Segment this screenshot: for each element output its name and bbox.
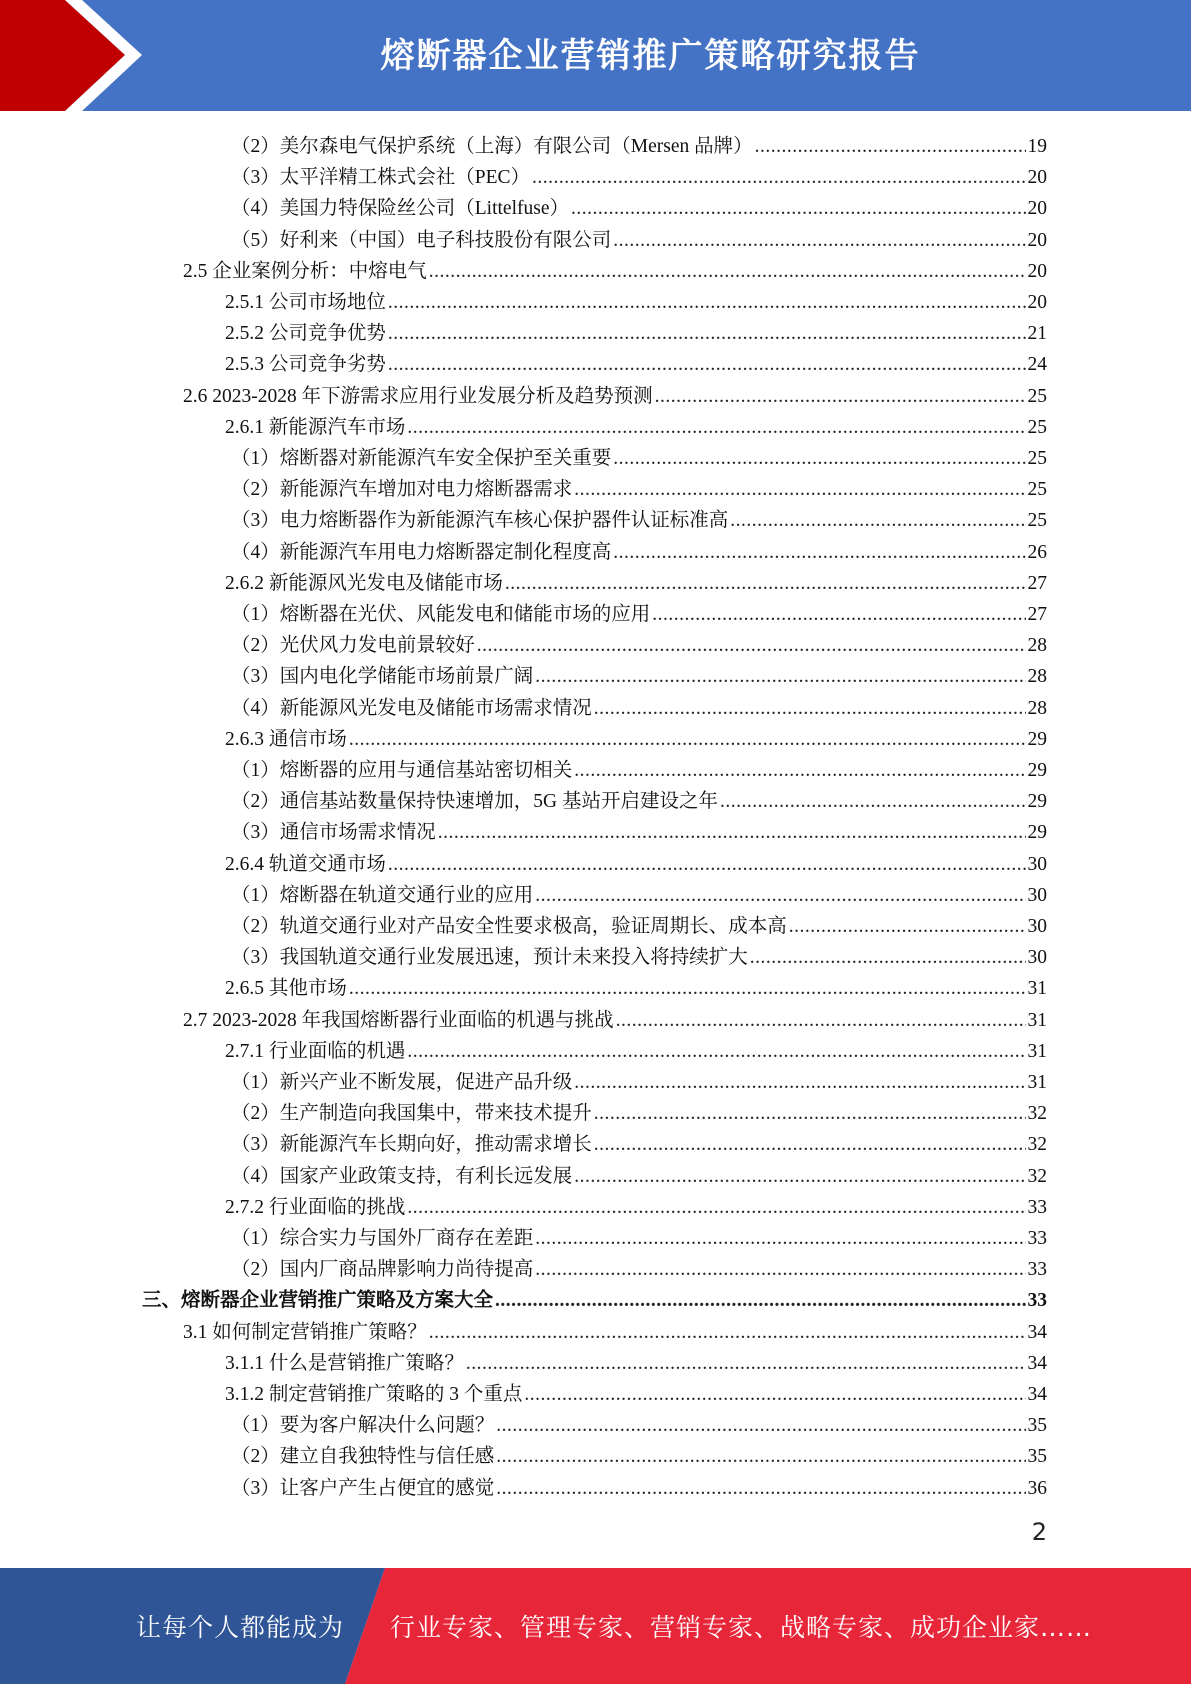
toc-entry-title: （1）熔断器对新能源汽车安全保护至关重要 (231, 448, 612, 469)
toc-entry-page: 29 (1027, 822, 1047, 844)
toc-dot-leader (466, 1352, 1026, 1376)
toc-entry[interactable] (231, 502, 1047, 533)
toc-entry[interactable] (231, 1220, 1047, 1251)
toc-entry-page: 29 (1027, 760, 1047, 781)
toc-entry[interactable] (225, 284, 1047, 315)
toc-entry[interactable] (231, 190, 1047, 221)
footer-slogan-left: 让每个人都能成为 (135, 1613, 344, 1642)
toc-entry-title: （5）好利来（中国）电子科技股份有限公司 (231, 229, 612, 251)
toc-dot-leader (613, 541, 1025, 565)
toc-dot-leader (407, 416, 1025, 440)
toc-entry-page: 34 (1027, 1384, 1047, 1405)
toc-dot-leader (496, 1477, 1025, 1501)
toc-entry-title: 2.6.5 其他市场 (225, 978, 347, 1000)
toc-entry[interactable] (183, 253, 1047, 284)
toc-entry-page: 20 (1027, 292, 1047, 313)
toc-entry[interactable] (231, 1251, 1047, 1282)
toc-dot-leader (652, 603, 1025, 627)
toc-entry[interactable] (231, 908, 1047, 939)
toc-entry-title: （2）国内厂商品牌影响力尚待提高 (231, 1259, 534, 1281)
toc-entry-title: （2）生产制造向我国集中，带来技术提升 (231, 1103, 592, 1125)
toc-entry-page: 24 (1027, 354, 1047, 376)
toc-entry[interactable] (231, 627, 1047, 658)
toc-dot-leader (755, 135, 1026, 159)
red-chevron-shape (0, 0, 125, 111)
toc-entry[interactable] (231, 658, 1047, 689)
toc-dot-leader (496, 1445, 1025, 1469)
toc-entry-page: 21 (1027, 323, 1047, 345)
toc-entry-title: （3）通信市场需求情况 (231, 822, 436, 844)
toc-entry-page: 28 (1027, 635, 1047, 657)
toc-entry-page: 29 (1027, 791, 1047, 813)
toc-entry-title: （3）太平洋精工株式会社（PEC） (231, 167, 531, 189)
toc-entry-page: 29 (1027, 728, 1047, 750)
toc-entry-page: 20 (1027, 260, 1047, 282)
toc-entry-title: 2.6 2023-2028 年下游需求应用行业发展分析及趋势预测 (183, 385, 653, 407)
toc-entry[interactable] (231, 159, 1047, 190)
page-footer (0, 1568, 1191, 1684)
toc-entry-page: 20 (1027, 167, 1047, 189)
toc-entry-title: （2）光伏风力发电前景较好 (231, 635, 475, 657)
page-number: 2 (1031, 1518, 1047, 1546)
toc-entry[interactable] (225, 565, 1047, 596)
toc-entry[interactable] (225, 1189, 1047, 1220)
toc-entry-title: （2）轨道交通行业对产品安全性要求极高，验证周期长、成本高 (231, 916, 787, 937)
toc-entry-page: 33 (1027, 1290, 1047, 1312)
toc-entry-page: 31 (1027, 1040, 1047, 1062)
toc-dot-leader (720, 790, 1026, 814)
toc-entry[interactable] (231, 752, 1047, 783)
toc-entry[interactable] (231, 128, 1047, 159)
toc-entry[interactable] (231, 1470, 1047, 1501)
toc-dot-leader (407, 1196, 1025, 1220)
toc-entry-title: （2）美尔森电气保护系统（上海）有限公司（Mersen 品牌） (231, 136, 753, 157)
toc-entry-title: 2.7.1 行业面临的机遇 (225, 1040, 406, 1062)
toc-dot-leader (750, 946, 1026, 970)
toc-entry-page: 35 (1027, 1446, 1047, 1468)
toc-entry-title: （3）电力熔断器作为新能源汽车核心保护器件认证标准高 (231, 510, 729, 532)
toc-entry[interactable] (231, 596, 1047, 627)
toc-entry-title: （1）要为客户解决什么问题？ (231, 1415, 495, 1437)
report-title: 熔断器企业营销推广策略研究报告 (380, 36, 921, 76)
toc-entry[interactable] (183, 378, 1047, 409)
toc-entry-title: （4）国家产业政策支持，有利长远发展 (231, 1165, 573, 1187)
toc-dot-leader (388, 291, 1026, 315)
toc-entry[interactable] (231, 534, 1047, 565)
toc-entry[interactable] (225, 1033, 1047, 1064)
toc-entry-title: （4）新能源风光发电及储能市场需求情况 (231, 697, 592, 719)
toc-entry-page: 34 (1027, 1321, 1047, 1343)
toc-entry-title: 3.1.1 什么是营销推广策略？ (225, 1352, 464, 1374)
toc-entry-title: 2.6.2 新能源风光发电及储能市场 (225, 572, 503, 594)
toc-entry-title: （1）熔断器在光伏、风能发电和储能市场的应用 (231, 604, 651, 625)
toc-entry-title: （2）通信基站数量保持快速增加，5G 基站开启建设之年 (231, 791, 718, 813)
toc-entry-page: 36 (1027, 1477, 1047, 1499)
toc-dot-leader (616, 1009, 1026, 1033)
toc-dot-leader (574, 1165, 1025, 1189)
toc-entry-page: 25 (1027, 385, 1047, 407)
toc-dot-leader (349, 977, 1026, 1001)
toc-entry-title: 2.5 企业案例分析：中熔电气 (183, 260, 427, 282)
toc-dot-leader (574, 1071, 1025, 1095)
toc-entry[interactable] (225, 409, 1047, 440)
toc-entry[interactable] (225, 346, 1047, 377)
toc-entry-title: （1）熔断器的应用与通信基站密切相关 (231, 760, 573, 781)
toc-dot-leader (388, 322, 1026, 346)
toc-entry[interactable] (231, 690, 1047, 721)
toc-entry-page: 31 (1027, 978, 1047, 1000)
toc-entry[interactable] (231, 939, 1047, 970)
toc-entry-page: 33 (1027, 1196, 1047, 1218)
toc-dot-leader (349, 728, 1026, 752)
toc-entry-page: 31 (1027, 1009, 1047, 1031)
toc-dot-leader (535, 1258, 1025, 1282)
toc-entry-page: 30 (1027, 884, 1047, 906)
toc-entry-page: 32 (1027, 1134, 1047, 1156)
toc-dot-leader (594, 1102, 1026, 1126)
toc-entry-title: 三、熔断器企业营销推广策略及方案大全 (142, 1290, 494, 1312)
toc-entry-page: 35 (1027, 1415, 1047, 1437)
toc-entry[interactable] (183, 1002, 1047, 1033)
toc-entry-page: 26 (1027, 541, 1047, 563)
toc-entry-page: 25 (1027, 416, 1047, 438)
toc-entry-title: （1）熔断器在轨道交通行业的应用 (231, 884, 534, 906)
toc-dot-leader (535, 884, 1025, 908)
footer-slogan-right: 行业专家、管理专家、营销专家、战略专家、成功企业家…… (390, 1613, 1093, 1642)
toc-entry-title: 3.1 如何制定营销推广策略？ (183, 1321, 427, 1343)
toc-entry-title: 2.7.2 行业面临的挑战 (225, 1196, 406, 1218)
toc-entry-page: 30 (1027, 853, 1047, 875)
toc-entry[interactable] (231, 440, 1047, 471)
toc-entry[interactable] (231, 1158, 1047, 1189)
toc-dot-leader (429, 260, 1026, 284)
toc-entry[interactable] (225, 721, 1047, 752)
toc-entry[interactable] (231, 1126, 1047, 1157)
toc-entry-title: 2.5.2 公司竞争优势 (225, 323, 386, 345)
toc-entry-title: 2.6.3 通信市场 (225, 728, 347, 750)
toc-entry-title: 2.7 2023-2028 年我国熔断器行业面临的机遇与挑战 (183, 1009, 614, 1031)
toc-entry[interactable] (231, 1438, 1047, 1469)
toc-entry-title: （4）美国力特保险丝公司（Littelfuse） (231, 198, 569, 220)
toc-entry-page: 30 (1027, 916, 1047, 937)
toc-dot-leader (594, 697, 1026, 721)
toc-entry[interactable] (225, 1376, 1047, 1407)
toc-entry-page: 28 (1027, 666, 1047, 688)
toc-entry-page: 20 (1027, 198, 1047, 220)
toc-entry-page: 28 (1027, 697, 1047, 719)
toc-entry[interactable] (225, 315, 1047, 346)
toc-entry-page: 34 (1027, 1352, 1047, 1374)
toc-entry-title: （2）建立自我独特性与信任感 (231, 1446, 495, 1468)
toc-dot-leader (535, 665, 1025, 689)
toc-entry-page: 20 (1027, 229, 1047, 251)
toc-entry-title: 2.5.3 公司竞争劣势 (225, 354, 386, 376)
toc-entry-page: 32 (1027, 1165, 1047, 1187)
toc-dot-leader (574, 478, 1025, 502)
toc-dot-leader (789, 915, 1026, 939)
toc-entry-title: （1）新兴产业不断发展，促进产品升级 (231, 1072, 573, 1093)
toc-entry-title: （3）我国轨道交通行业发展迅速，预计未来投入将持续扩大 (231, 947, 748, 969)
toc-entry-title: （3）新能源汽车长期向好，推动需求增长 (231, 1134, 592, 1156)
toc-dot-leader (532, 166, 1025, 190)
toc-dot-leader (655, 385, 1026, 409)
toc-entry-page: 32 (1027, 1103, 1047, 1125)
toc-entry[interactable] (231, 783, 1047, 814)
toc-entry[interactable] (231, 877, 1047, 908)
toc-entry-title: （2）新能源汽车增加对电力熔断器需求 (231, 479, 573, 501)
toc-entry[interactable] (231, 1407, 1047, 1438)
toc-entry-page: 33 (1027, 1259, 1047, 1281)
toc-dot-leader (535, 1227, 1025, 1251)
toc-dot-leader (730, 509, 1025, 533)
toc-entry[interactable] (183, 1314, 1047, 1345)
toc-entry-title: （1）综合实力与国外厂商存在差距 (231, 1228, 534, 1249)
toc-dot-leader (613, 447, 1025, 471)
toc-entry-page: 27 (1027, 604, 1047, 625)
toc-dot-leader (594, 1133, 1026, 1157)
toc-entry-page: 25 (1027, 448, 1047, 469)
toc-entry-page: 33 (1027, 1228, 1047, 1249)
toc-entry-page: 25 (1027, 479, 1047, 501)
toc-entry-title: 2.6.1 新能源汽车市场 (225, 416, 406, 438)
toc-dot-leader (613, 229, 1025, 253)
toc-dot-leader (496, 1414, 1025, 1438)
toc-dot-leader (438, 821, 1026, 845)
toc-entry-page: 27 (1027, 572, 1047, 594)
toc-entry[interactable] (225, 846, 1047, 877)
toc-entry-title: 2.5.1 公司市场地位 (225, 292, 386, 313)
toc-entry-title: （3）国内电化学储能市场前景广阔 (231, 666, 534, 688)
toc-entry[interactable] (231, 222, 1047, 253)
toc-dot-leader (495, 1289, 1025, 1313)
toc-dot-leader (524, 1383, 1025, 1407)
toc-entry[interactable] (231, 1095, 1047, 1126)
toc-dot-leader (388, 353, 1026, 377)
toc-dot-leader (574, 759, 1025, 783)
toc-dot-leader (407, 1040, 1025, 1064)
toc-entry-title: （4）新能源汽车用电力熔断器定制化程度高 (231, 541, 612, 563)
toc-entry-title: 2.6.4 轨道交通市场 (225, 853, 386, 875)
toc-entry[interactable] (225, 1345, 1047, 1376)
toc-dot-leader (477, 634, 1026, 658)
toc-entry[interactable] (231, 471, 1047, 502)
toc-dot-leader (388, 853, 1026, 877)
toc-entry[interactable] (225, 970, 1047, 1001)
toc-entry-title: （3）让客户产生占便宜的感觉 (231, 1477, 495, 1499)
toc-dot-leader (571, 197, 1026, 221)
toc-entry-page: 31 (1027, 1072, 1047, 1093)
toc-entry-page: 30 (1027, 947, 1047, 969)
page-header (0, 0, 1191, 111)
toc-entry[interactable] (142, 1282, 1047, 1313)
toc-entry[interactable] (231, 1064, 1047, 1095)
toc-entry-title: 3.1.2 制定营销推广策略的 3 个重点 (225, 1384, 523, 1405)
toc-dot-leader (429, 1321, 1026, 1345)
toc-entry-page: 25 (1027, 510, 1047, 532)
toc-entry-page: 19 (1027, 136, 1047, 157)
toc-dot-leader (505, 572, 1026, 596)
toc-entry[interactable] (231, 814, 1047, 845)
